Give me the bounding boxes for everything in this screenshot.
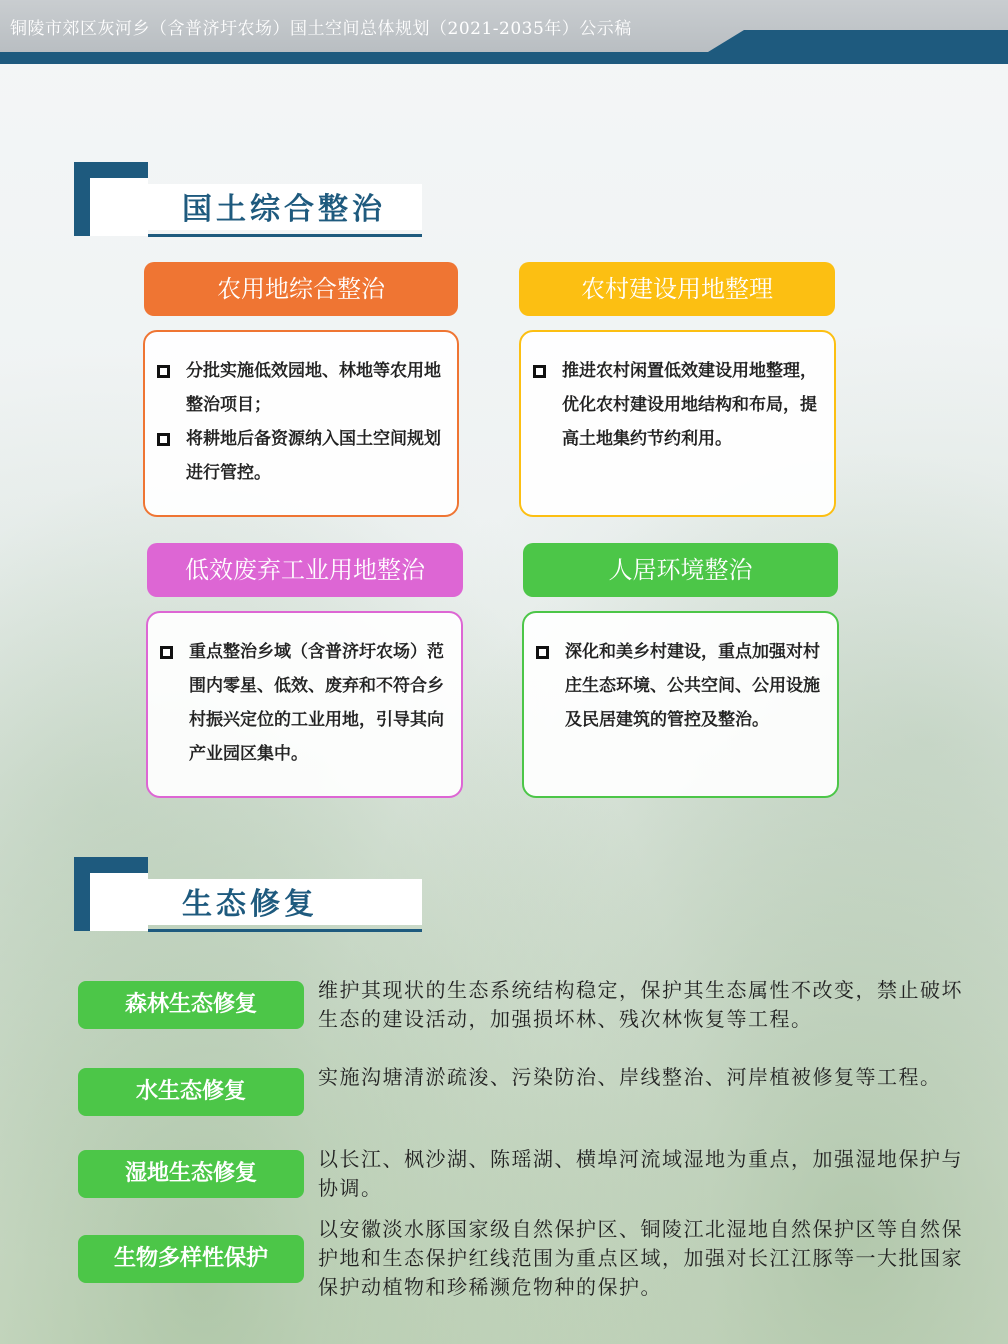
section-title-label: 国土综合整治	[182, 192, 386, 227]
card-title-rural-construction-land: 农村建设用地整理	[519, 262, 835, 316]
card-title-living-environment: 人居环境整治	[523, 543, 838, 597]
checkbox-bullet-icon	[157, 365, 170, 378]
card-title-farmland-consolidation: 农用地综合整治	[144, 262, 458, 316]
text-forest-restoration: 维护其现状的生态系统结构稳定，保护其生态属性不改变，禁止破坏生态的建设活动，加强损坏林、残次林恢复等工程。	[318, 978, 963, 1031]
card-body-rural-construction-land	[519, 330, 836, 517]
list-item: 深化和美乡村建设，重点加强对村庄生态环境、公共空间、公用设施及民居建筑的管控及整治。	[536, 635, 827, 737]
document-title: 铜陵市郊区灰河乡（含普济圩农场）国土空间总体规划（2021-2035年）公示稿	[10, 19, 632, 39]
checkbox-bullet-icon	[536, 646, 549, 659]
checkbox-bullet-icon	[533, 365, 546, 378]
header-stripe	[0, 52, 1008, 64]
card-body-farmland-consolidation	[143, 330, 459, 517]
list-item: 推进农村闲置低效建设用地整理，优化农村建设用地结构和布局，提高土地集约节约利用。	[533, 354, 824, 456]
section-title-land-consolidation	[74, 162, 424, 238]
list-item: 重点整治乡域（含普济圩农场）范围内零星、低效、废弃和不符合乡村振兴定位的工业用地，引导其向产业园区集中。	[160, 635, 451, 771]
label-forest-restoration: 森林生态修复	[78, 981, 304, 1029]
section-title-label: 生态修复	[182, 887, 318, 922]
section-title-ecological-restoration	[74, 857, 424, 933]
list-item: 将耕地后备资源纳入国土空间规划进行管控。	[157, 422, 447, 490]
text-water-restoration: 实施沟塘清淤疏浚、污染防治、岸线整治、河岸植被修复等工程。	[318, 1065, 942, 1089]
checkbox-bullet-icon	[157, 433, 170, 446]
label-water-restoration: 水生态修复	[78, 1068, 304, 1116]
text-biodiversity-protection: 以安徽淡水豚国家级自然保护区、铜陵江北湿地自然保护区等自然保护地和生态保护红线范围为重点区域，加强对长江江豚等一大批国家保护动植物和珍稀濒危物种的保护。	[318, 1217, 963, 1299]
header-accent	[708, 30, 1008, 52]
card-body-living-environment	[522, 611, 839, 798]
text-wetland-restoration: 以长江、枫沙湖、陈瑶湖、横埠河流域湿地为重点，加强湿地保护与协调。	[318, 1147, 963, 1200]
card-body-industrial-land-remediation	[146, 611, 463, 798]
label-wetland-restoration: 湿地生态修复	[78, 1150, 304, 1198]
label-biodiversity-protection: 生物多样性保护	[78, 1235, 304, 1283]
card-title-industrial-land-remediation: 低效废弃工业用地整治	[147, 543, 463, 597]
checkbox-bullet-icon	[160, 646, 173, 659]
list-item: 分批实施低效园地、林地等农用地整治项目；	[157, 354, 447, 422]
